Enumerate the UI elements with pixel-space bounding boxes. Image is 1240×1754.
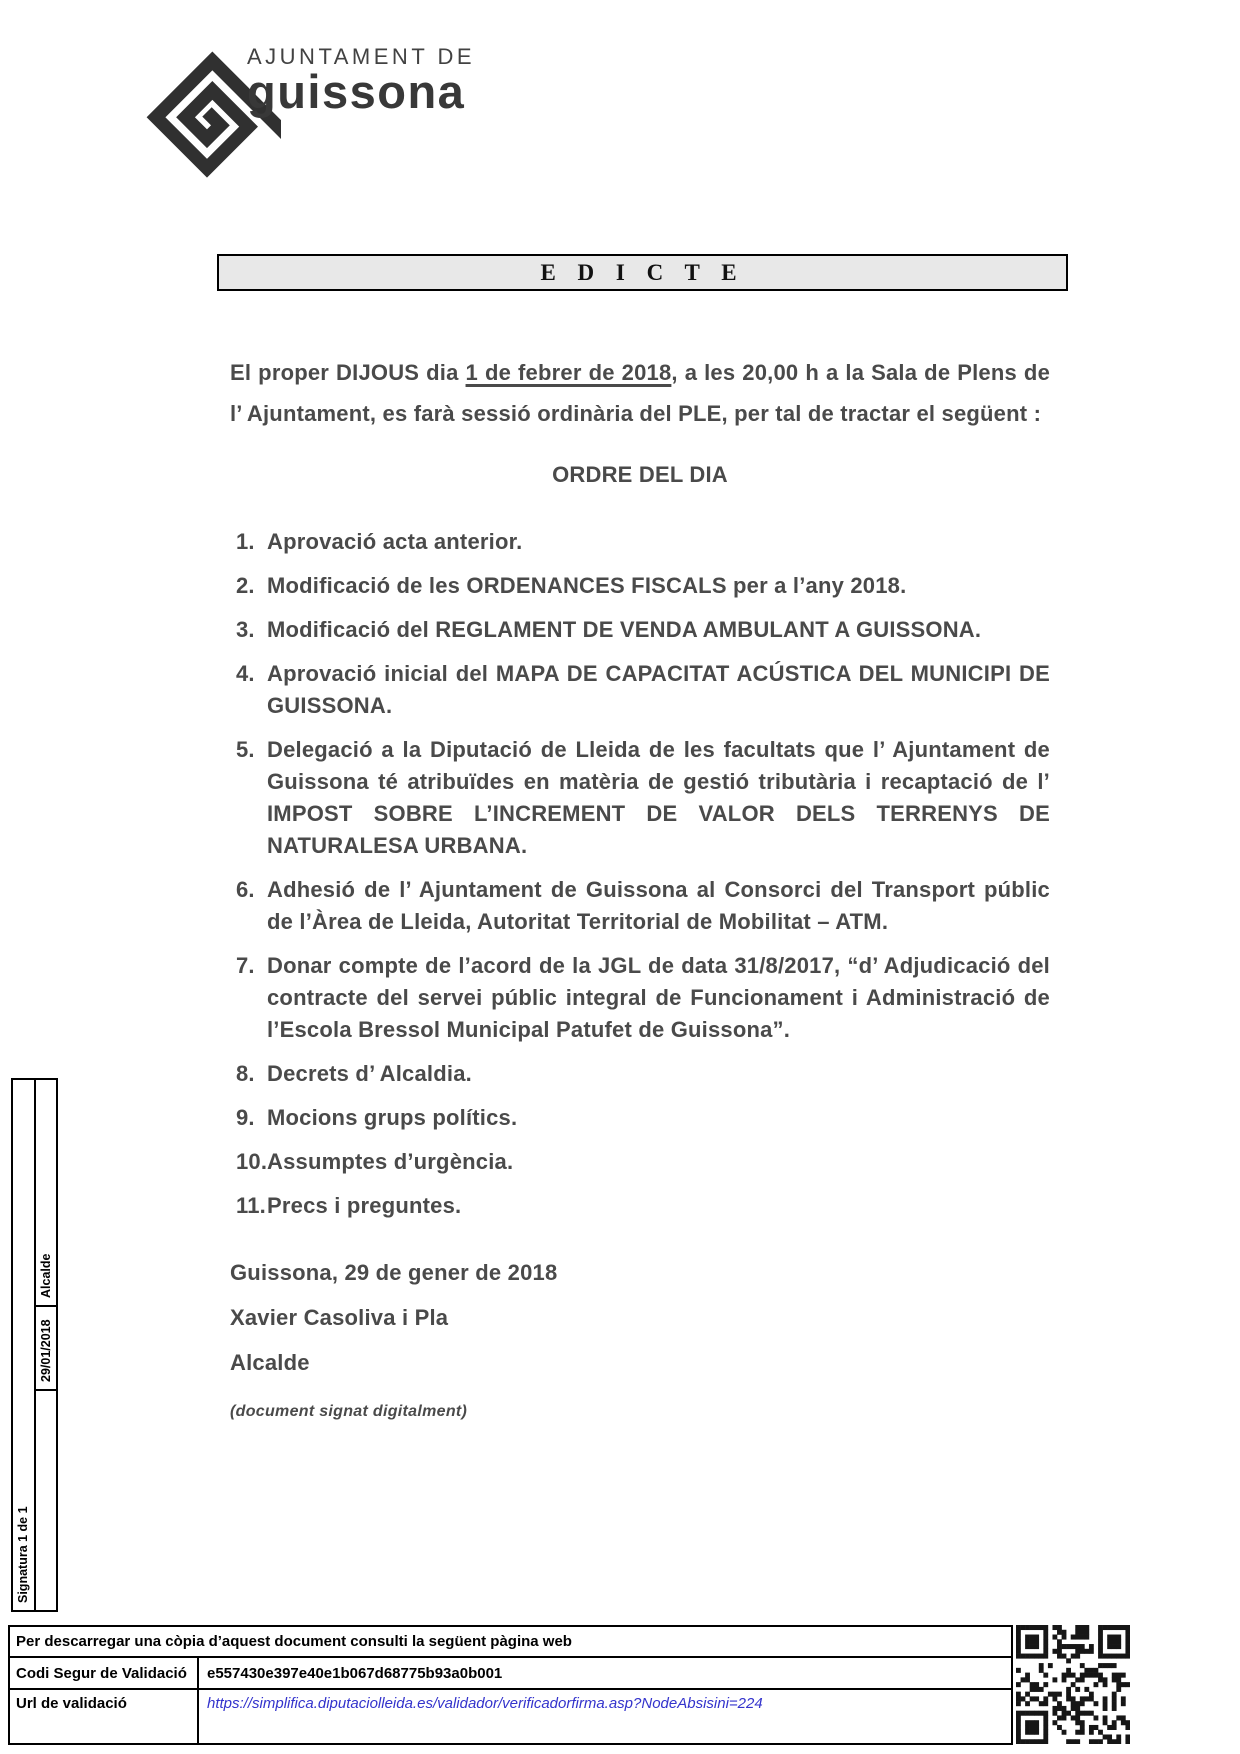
agenda-item-text: Mocions grups polítics.: [267, 1105, 518, 1130]
signature-date-vertical: 29/01/2018: [39, 1319, 53, 1382]
edicte-title-box: [217, 254, 1068, 291]
agenda-item-number: 7.: [236, 953, 255, 978]
closing-signer-name: Xavier Casoliva i Pla: [230, 1305, 449, 1330]
edicte-title: E D I C T E: [540, 259, 745, 285]
org-name-line1: AJUNTAMENT DE: [247, 44, 476, 69]
agenda-item: [230, 614, 1050, 646]
agenda-item-text: Aprovació acta anterior.: [267, 529, 523, 554]
agenda-item: [230, 658, 1050, 722]
agenda-item-number: 4.: [236, 661, 255, 686]
agenda-item-text: Modificació de les ORDENANCES FISCALS per a l’any 2018.: [267, 573, 907, 598]
agenda-item-text: Adhesió de l’ Ajuntament de Guissona al Consorci del Transport públic de l’Àrea de Lleida, Autoritat Territorial de Mobilitat – ATM.: [267, 877, 1050, 934]
signature-sidebar: [11, 1078, 58, 1612]
agenda-item-text: Precs i preguntes.: [267, 1193, 462, 1218]
closing-place-date: Guissona, 29 de gener de 2018: [230, 1260, 558, 1285]
agenda-item-text: Donar compte de l’acord de la JGL de data 31/8/2017, “d’ Adjudicació del contracte del servei públic integral de Funcionament i Administració de l’Escola Bressol Municipal Patufet de Guissona”.: [267, 953, 1050, 1042]
closing-block: [230, 1250, 1050, 1434]
agenda-item-number: 5.: [236, 737, 255, 762]
signer-role-vertical: Alcalde: [39, 1253, 53, 1298]
digital-signature-note: (document signat digitalment): [230, 1403, 468, 1420]
signature-count-label: Signatura 1 de 1: [16, 1506, 30, 1603]
signer-role-cell: [36, 1080, 56, 1305]
validation-url-link[interactable]: https://simplifica.diputaciolleida.es/validador/verificadorfirma.asp?NodeAbsisini=224: [207, 1695, 763, 1712]
signature-count-cell: [13, 1080, 34, 1610]
agenda-item-text: Delegació a la Diputació de Lleida de les facultats que l’ Ajuntament de Guissona té atribuïdes en matèria de gestió tributària i recaptació de l’ IMPOST SOBRE L’INCREMENT DE VALOR DELS TERRENYS DE NATURALESA URBANA.: [267, 737, 1050, 858]
validation-url-cell: [197, 1688, 1011, 1743]
intro-pre: El proper DIJOUS dia: [230, 360, 466, 385]
intro-post: , a les 20,00 h a la Sala de Plens de l’ Ajuntament, es farà sessió ordinària del PLE, per tal de tractar el següent :: [230, 360, 1050, 426]
qr-code: [1016, 1625, 1130, 1744]
agenda-item-number: 10.: [236, 1149, 268, 1174]
agenda-item-number: 1.: [236, 529, 255, 554]
csv-label: Codi Segur de Validació: [10, 1656, 197, 1688]
agenda-item-text: Decrets d’ Alcaldia.: [267, 1061, 472, 1086]
agenda-item: [230, 526, 1050, 558]
agenda-item-text: Aprovació inicial del MAPA DE CAPACITAT ACÚSTICA DEL MUNICIPI DE GUISSONA.: [267, 661, 1050, 718]
agenda-item-number: 3.: [236, 617, 255, 642]
agenda-item-number: 9.: [236, 1105, 255, 1130]
agenda-item: [230, 734, 1050, 862]
agenda-item: [230, 1190, 1050, 1222]
agenda-list: [230, 526, 1050, 1222]
org-name: [247, 44, 475, 119]
csv-value: e557430e397e40e1b067d68775b93a0b001: [197, 1656, 1011, 1688]
agenda-item: [230, 1058, 1050, 1090]
signature-date-cell: [36, 1305, 56, 1391]
document-body: [230, 352, 1050, 1434]
agenda-item-number: 2.: [236, 573, 255, 598]
agenda-item-text: Modificació del REGLAMENT DE VENDA AMBULANT A GUISSONA.: [267, 617, 982, 642]
agenda-item: [230, 570, 1050, 602]
agenda-item: [230, 1102, 1050, 1134]
agenda-item-number: 11.: [236, 1193, 266, 1218]
agenda-item-number: 8.: [236, 1061, 255, 1086]
validation-url-label: Url de validació: [10, 1688, 197, 1743]
session-date-underlined: 1 de febrer de 2018: [465, 360, 672, 385]
intro-paragraph: [230, 352, 1050, 434]
agenda-heading: ORDRE DEL DIA: [552, 462, 728, 487]
closing-signer-role: Alcalde: [230, 1350, 310, 1375]
validation-header: Per descarregar una còpia d’aquest document consulti la següent pàgina web: [16, 1633, 572, 1650]
validation-table: [8, 1625, 1013, 1745]
agenda-item: [230, 874, 1050, 938]
signature-details-column: [34, 1080, 56, 1610]
agenda-item: [230, 1146, 1050, 1178]
agenda-item: [230, 950, 1050, 1046]
agenda-item-number: 6.: [236, 877, 255, 902]
agenda-item-text: Assumptes d’urgència.: [267, 1149, 514, 1174]
org-name-line2: guissona: [247, 65, 466, 118]
